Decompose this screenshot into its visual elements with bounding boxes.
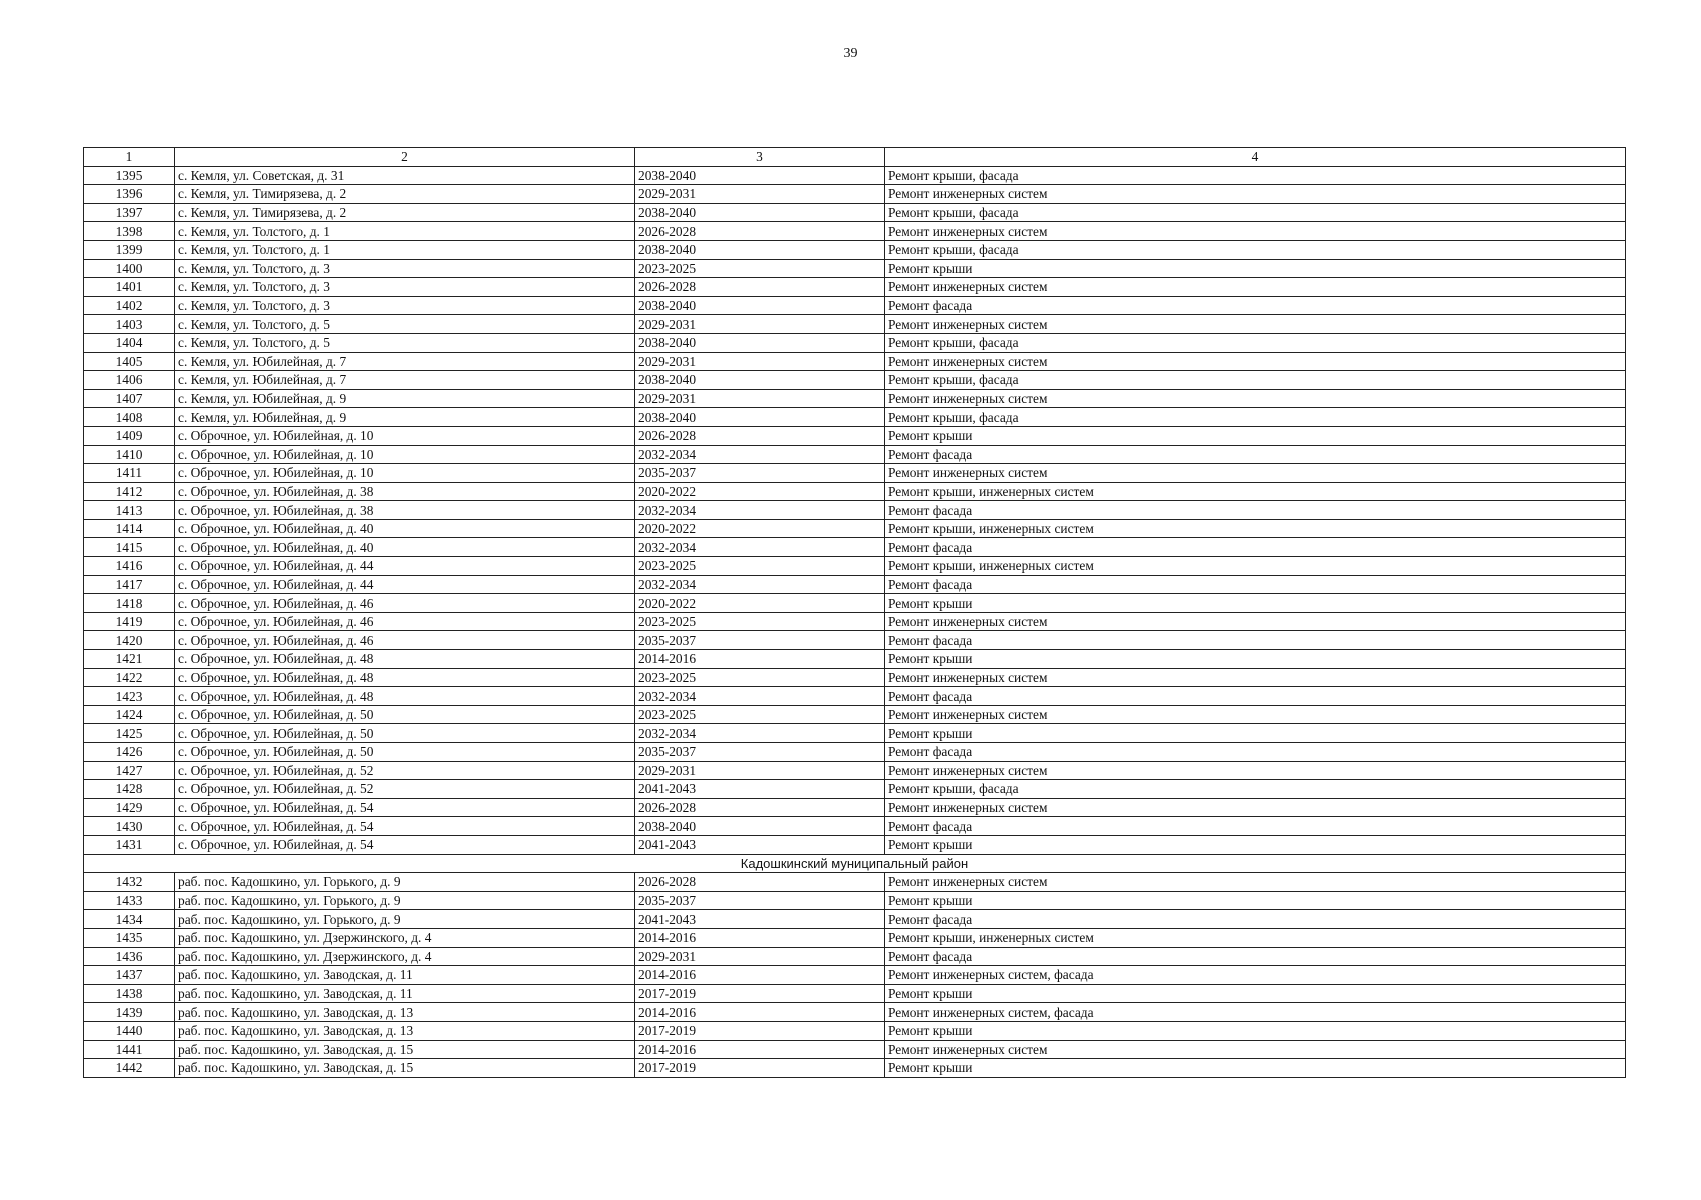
- row-number-cell: 1406: [84, 371, 175, 390]
- period-cell: 2017-2019: [635, 1021, 885, 1040]
- work-type-cell: Ремонт крыши, инженерных систем: [885, 557, 1626, 576]
- work-type-cell: Ремонт инженерных систем, фасада: [885, 966, 1626, 985]
- table-row: [84, 594, 1626, 613]
- work-type-cell: Ремонт инженерных систем: [885, 389, 1626, 408]
- work-type-cell: Ремонт инженерных систем: [885, 873, 1626, 892]
- table-row: [84, 315, 1626, 334]
- period-cell: 2038-2040: [635, 333, 885, 352]
- column-header-3: 3: [635, 148, 885, 167]
- work-type-cell: Ремонт крыши, фасада: [885, 780, 1626, 799]
- work-type-cell: Ремонт фасада: [885, 538, 1626, 557]
- address-cell: с. Оброчное, ул. Юбилейная, д. 48: [175, 668, 635, 687]
- row-number-cell: 1434: [84, 910, 175, 929]
- row-number-cell: 1402: [84, 296, 175, 315]
- row-number-cell: 1398: [84, 222, 175, 241]
- table-row: [84, 575, 1626, 594]
- row-number-cell: 1415: [84, 538, 175, 557]
- address-cell: раб. пос. Кадошкино, ул. Заводская, д. 11: [175, 984, 635, 1003]
- table-row: [84, 408, 1626, 427]
- row-number-cell: 1399: [84, 240, 175, 259]
- address-cell: раб. пос. Кадошкино, ул. Заводская, д. 13: [175, 1003, 635, 1022]
- table-row: [84, 873, 1626, 892]
- period-cell: 2035-2037: [635, 891, 885, 910]
- work-type-cell: Ремонт инженерных систем, фасада: [885, 1003, 1626, 1022]
- period-cell: 2014-2016: [635, 1040, 885, 1059]
- period-cell: 2029-2031: [635, 761, 885, 780]
- work-type-cell: Ремонт крыши: [885, 1059, 1626, 1078]
- work-type-cell: Ремонт крыши, фасада: [885, 166, 1626, 185]
- address-cell: с. Оброчное, ул. Юбилейная, д. 48: [175, 687, 635, 706]
- period-cell: 2023-2025: [635, 259, 885, 278]
- column-header-2: 2: [175, 148, 635, 167]
- work-type-cell: Ремонт инженерных систем: [885, 705, 1626, 724]
- table-row: [84, 780, 1626, 799]
- address-cell: с. Кемля, ул. Юбилейная, д. 7: [175, 352, 635, 371]
- table-row: [84, 1021, 1626, 1040]
- period-cell: 2041-2043: [635, 780, 885, 799]
- row-number-cell: 1437: [84, 966, 175, 985]
- address-cell: с. Кемля, ул. Толстого, д. 1: [175, 222, 635, 241]
- column-header-4: 4: [885, 148, 1626, 167]
- period-cell: 2041-2043: [635, 910, 885, 929]
- work-type-cell: Ремонт крыши: [885, 835, 1626, 854]
- row-number-cell: 1409: [84, 426, 175, 445]
- period-cell: 2014-2016: [635, 928, 885, 947]
- table-row: [84, 761, 1626, 780]
- period-cell: 2032-2034: [635, 445, 885, 464]
- address-cell: с. Оброчное, ул. Юбилейная, д. 40: [175, 519, 635, 538]
- table-row: [84, 278, 1626, 297]
- work-type-cell: Ремонт крыши: [885, 259, 1626, 278]
- table-row: [84, 538, 1626, 557]
- table-row: [84, 426, 1626, 445]
- table-row: [84, 947, 1626, 966]
- table-row: [84, 817, 1626, 836]
- work-type-cell: Ремонт крыши, фасада: [885, 333, 1626, 352]
- table-row: [84, 1040, 1626, 1059]
- table-row: [84, 668, 1626, 687]
- row-number-cell: 1431: [84, 835, 175, 854]
- address-cell: с. Кемля, ул. Юбилейная, д. 9: [175, 389, 635, 408]
- row-number-cell: 1424: [84, 705, 175, 724]
- address-cell: с. Кемля, ул. Тимирязева, д. 2: [175, 203, 635, 222]
- address-cell: с. Оброчное, ул. Юбилейная, д. 46: [175, 594, 635, 613]
- period-cell: 2014-2016: [635, 966, 885, 985]
- section-row: [84, 854, 1626, 873]
- period-cell: 2029-2031: [635, 352, 885, 371]
- work-type-cell: Ремонт фасада: [885, 687, 1626, 706]
- address-cell: раб. пос. Кадошкино, ул. Дзержинского, д. 4: [175, 928, 635, 947]
- row-number-cell: 1404: [84, 333, 175, 352]
- work-type-cell: Ремонт инженерных систем: [885, 464, 1626, 483]
- period-cell: 2020-2022: [635, 594, 885, 613]
- period-cell: 2038-2040: [635, 296, 885, 315]
- row-number-cell: 1421: [84, 650, 175, 669]
- row-number-cell: 1423: [84, 687, 175, 706]
- work-type-cell: Ремонт инженерных систем: [885, 278, 1626, 297]
- address-cell: с. Кемля, ул. Юбилейная, д. 7: [175, 371, 635, 390]
- period-cell: 2038-2040: [635, 408, 885, 427]
- address-cell: с. Оброчное, ул. Юбилейная, д. 50: [175, 705, 635, 724]
- table-row: [84, 687, 1626, 706]
- period-cell: 2032-2034: [635, 687, 885, 706]
- table-row: [84, 650, 1626, 669]
- work-type-cell: Ремонт крыши, инженерных систем: [885, 928, 1626, 947]
- row-number-cell: 1438: [84, 984, 175, 1003]
- work-type-cell: Ремонт крыши, инженерных систем: [885, 519, 1626, 538]
- work-type-cell: Ремонт фасада: [885, 501, 1626, 520]
- work-type-cell: Ремонт крыши, инженерных систем: [885, 482, 1626, 501]
- work-type-cell: Ремонт фасада: [885, 631, 1626, 650]
- work-type-cell: Ремонт инженерных систем: [885, 315, 1626, 334]
- table-row: [84, 724, 1626, 743]
- row-number-cell: 1429: [84, 798, 175, 817]
- address-cell: раб. пос. Кадошкино, ул. Заводская, д. 15: [175, 1059, 635, 1078]
- address-cell: раб. пос. Кадошкино, ул. Заводская, д. 11: [175, 966, 635, 985]
- period-cell: 2023-2025: [635, 705, 885, 724]
- address-cell: с. Кемля, ул. Толстого, д. 3: [175, 296, 635, 315]
- table-row: [84, 333, 1626, 352]
- work-type-cell: Ремонт инженерных систем: [885, 761, 1626, 780]
- row-number-cell: 1408: [84, 408, 175, 427]
- work-type-cell: Ремонт фасада: [885, 743, 1626, 762]
- row-number-cell: 1412: [84, 482, 175, 501]
- work-type-cell: Ремонт фасада: [885, 817, 1626, 836]
- address-cell: с. Оброчное, ул. Юбилейная, д. 52: [175, 780, 635, 799]
- period-cell: 2032-2034: [635, 501, 885, 520]
- table-row: [84, 185, 1626, 204]
- address-cell: с. Кемля, ул. Тимирязева, д. 2: [175, 185, 635, 204]
- address-cell: с. Оброчное, ул. Юбилейная, д. 10: [175, 464, 635, 483]
- period-cell: 2038-2040: [635, 371, 885, 390]
- table-body: [84, 166, 1626, 1077]
- table-row: [84, 891, 1626, 910]
- address-cell: с. Оброчное, ул. Юбилейная, д. 38: [175, 482, 635, 501]
- address-cell: с. Оброчное, ул. Юбилейная, д. 50: [175, 743, 635, 762]
- row-number-cell: 1401: [84, 278, 175, 297]
- work-type-cell: Ремонт крыши: [885, 426, 1626, 445]
- period-cell: 2029-2031: [635, 185, 885, 204]
- period-cell: 2041-2043: [635, 835, 885, 854]
- address-cell: с. Оброчное, ул. Юбилейная, д. 10: [175, 426, 635, 445]
- address-cell: с. Оброчное, ул. Юбилейная, д. 54: [175, 798, 635, 817]
- work-type-cell: Ремонт крыши: [885, 1021, 1626, 1040]
- period-cell: 2038-2040: [635, 817, 885, 836]
- row-number-cell: 1410: [84, 445, 175, 464]
- table-row: [84, 835, 1626, 854]
- work-type-cell: Ремонт фасада: [885, 947, 1626, 966]
- work-type-cell: Ремонт крыши: [885, 984, 1626, 1003]
- row-number-cell: 1419: [84, 612, 175, 631]
- table-row: [84, 352, 1626, 371]
- address-cell: раб. пос. Кадошкино, ул. Горького, д. 9: [175, 891, 635, 910]
- period-cell: 2029-2031: [635, 389, 885, 408]
- row-number-cell: 1442: [84, 1059, 175, 1078]
- table-row: [84, 557, 1626, 576]
- row-number-cell: 1433: [84, 891, 175, 910]
- work-type-cell: Ремонт крыши, фасада: [885, 203, 1626, 222]
- work-type-cell: Ремонт фасада: [885, 910, 1626, 929]
- row-number-cell: 1397: [84, 203, 175, 222]
- period-cell: 2020-2022: [635, 519, 885, 538]
- address-cell: с. Кемля, ул. Толстого, д. 3: [175, 259, 635, 278]
- address-cell: с. Кемля, ул. Толстого, д. 5: [175, 333, 635, 352]
- period-cell: 2023-2025: [635, 612, 885, 631]
- address-cell: с. Оброчное, ул. Юбилейная, д. 46: [175, 631, 635, 650]
- table-row: [84, 445, 1626, 464]
- row-number-cell: 1432: [84, 873, 175, 892]
- period-cell: 2020-2022: [635, 482, 885, 501]
- period-cell: 2023-2025: [635, 557, 885, 576]
- table-row: [84, 798, 1626, 817]
- row-number-cell: 1427: [84, 761, 175, 780]
- period-cell: 2029-2031: [635, 315, 885, 334]
- row-number-cell: 1436: [84, 947, 175, 966]
- row-number-cell: 1405: [84, 352, 175, 371]
- address-cell: с. Оброчное, ул. Юбилейная, д. 54: [175, 835, 635, 854]
- table-row: [84, 928, 1626, 947]
- work-type-cell: Ремонт фасада: [885, 575, 1626, 594]
- address-cell: с. Оброчное, ул. Юбилейная, д. 40: [175, 538, 635, 557]
- period-cell: 2035-2037: [635, 631, 885, 650]
- work-type-cell: Ремонт инженерных систем: [885, 352, 1626, 371]
- period-cell: 2035-2037: [635, 464, 885, 483]
- address-cell: с. Оброчное, ул. Юбилейная, д. 54: [175, 817, 635, 836]
- address-cell: с. Оброчное, ул. Юбилейная, д. 48: [175, 650, 635, 669]
- table-row: [84, 222, 1626, 241]
- period-cell: 2026-2028: [635, 873, 885, 892]
- row-number-cell: 1416: [84, 557, 175, 576]
- table-row: [84, 240, 1626, 259]
- table-row: [84, 1059, 1626, 1078]
- period-cell: 2029-2031: [635, 947, 885, 966]
- period-cell: 2014-2016: [635, 650, 885, 669]
- work-type-cell: Ремонт инженерных систем: [885, 612, 1626, 631]
- address-cell: с. Оброчное, ул. Юбилейная, д. 50: [175, 724, 635, 743]
- work-type-cell: Ремонт инженерных систем: [885, 798, 1626, 817]
- column-header-1: 1: [84, 148, 175, 167]
- address-cell: с. Оброчное, ул. Юбилейная, д. 44: [175, 575, 635, 594]
- table-row: [84, 631, 1626, 650]
- address-cell: с. Оброчное, ул. Юбилейная, д. 46: [175, 612, 635, 631]
- period-cell: 2026-2028: [635, 426, 885, 445]
- row-number-cell: 1439: [84, 1003, 175, 1022]
- row-number-cell: 1400: [84, 259, 175, 278]
- address-cell: с. Кемля, ул. Юбилейная, д. 9: [175, 408, 635, 427]
- row-number-cell: 1441: [84, 1040, 175, 1059]
- row-number-cell: 1413: [84, 501, 175, 520]
- work-type-cell: Ремонт инженерных систем: [885, 668, 1626, 687]
- address-cell: раб. пос. Кадошкино, ул. Горького, д. 9: [175, 873, 635, 892]
- address-cell: раб. пос. Кадошкино, ул. Дзержинского, д. 4: [175, 947, 635, 966]
- table-row: [84, 1003, 1626, 1022]
- address-cell: с. Кемля, ул. Толстого, д. 1: [175, 240, 635, 259]
- table-row: [84, 166, 1626, 185]
- table-row: [84, 743, 1626, 762]
- period-cell: 2014-2016: [635, 1003, 885, 1022]
- table-row: [84, 203, 1626, 222]
- table-row: [84, 296, 1626, 315]
- row-number-cell: 1411: [84, 464, 175, 483]
- period-cell: 2026-2028: [635, 798, 885, 817]
- table-row: [84, 482, 1626, 501]
- period-cell: 2023-2025: [635, 668, 885, 687]
- table-row: [84, 371, 1626, 390]
- address-cell: раб. пос. Кадошкино, ул. Горького, д. 9: [175, 910, 635, 929]
- row-number-cell: 1417: [84, 575, 175, 594]
- work-type-cell: Ремонт фасада: [885, 296, 1626, 315]
- address-cell: раб. пос. Кадошкино, ул. Заводская, д. 13: [175, 1021, 635, 1040]
- row-number-cell: 1407: [84, 389, 175, 408]
- table-row: [84, 910, 1626, 929]
- work-type-cell: Ремонт инженерных систем: [885, 222, 1626, 241]
- period-cell: 2038-2040: [635, 203, 885, 222]
- work-type-cell: Ремонт крыши: [885, 594, 1626, 613]
- address-cell: с. Кемля, ул. Толстого, д. 5: [175, 315, 635, 334]
- work-type-cell: Ремонт крыши, фасада: [885, 408, 1626, 427]
- address-cell: с. Оброчное, ул. Юбилейная, д. 44: [175, 557, 635, 576]
- row-number-cell: 1420: [84, 631, 175, 650]
- period-cell: 2032-2034: [635, 724, 885, 743]
- row-number-cell: 1403: [84, 315, 175, 334]
- row-number-cell: 1435: [84, 928, 175, 947]
- period-cell: 2038-2040: [635, 166, 885, 185]
- work-type-cell: Ремонт крыши, фасада: [885, 371, 1626, 390]
- work-type-cell: Ремонт фасада: [885, 445, 1626, 464]
- period-cell: 2038-2040: [635, 240, 885, 259]
- section-title: Кадошкинский муниципальный район: [84, 854, 1626, 873]
- period-cell: 2026-2028: [635, 278, 885, 297]
- table-header-row: [84, 148, 1626, 167]
- work-type-cell: Ремонт инженерных систем: [885, 185, 1626, 204]
- row-number-cell: 1425: [84, 724, 175, 743]
- table-row: [84, 464, 1626, 483]
- address-cell: с. Кемля, ул. Советская, д. 31: [175, 166, 635, 185]
- table-row: [84, 984, 1626, 1003]
- page-number: 39: [843, 46, 858, 61]
- row-number-cell: 1396: [84, 185, 175, 204]
- address-cell: раб. пос. Кадошкино, ул. Заводская, д. 15: [175, 1040, 635, 1059]
- work-type-cell: Ремонт крыши: [885, 724, 1626, 743]
- row-number-cell: 1426: [84, 743, 175, 762]
- table-row: [84, 705, 1626, 724]
- row-number-cell: 1414: [84, 519, 175, 538]
- period-cell: 2026-2028: [635, 222, 885, 241]
- row-number-cell: 1422: [84, 668, 175, 687]
- table-row: [84, 259, 1626, 278]
- work-type-cell: Ремонт крыши: [885, 891, 1626, 910]
- period-cell: 2017-2019: [635, 1059, 885, 1078]
- row-number-cell: 1418: [84, 594, 175, 613]
- period-cell: 2035-2037: [635, 743, 885, 762]
- period-cell: 2032-2034: [635, 538, 885, 557]
- period-cell: 2017-2019: [635, 984, 885, 1003]
- table-row: [84, 966, 1626, 985]
- address-cell: с. Оброчное, ул. Юбилейная, д. 38: [175, 501, 635, 520]
- table-row: [84, 389, 1626, 408]
- table-row: [84, 519, 1626, 538]
- row-number-cell: 1440: [84, 1021, 175, 1040]
- address-cell: с. Оброчное, ул. Юбилейная, д. 10: [175, 445, 635, 464]
- address-cell: с. Кемля, ул. Толстого, д. 3: [175, 278, 635, 297]
- row-number-cell: 1430: [84, 817, 175, 836]
- work-type-cell: Ремонт крыши: [885, 650, 1626, 669]
- period-cell: 2032-2034: [635, 575, 885, 594]
- row-number-cell: 1428: [84, 780, 175, 799]
- row-number-cell: 1395: [84, 166, 175, 185]
- work-type-cell: Ремонт инженерных систем: [885, 1040, 1626, 1059]
- table-row: [84, 612, 1626, 631]
- table-row: [84, 501, 1626, 520]
- repair-schedule-table: [83, 147, 1626, 1078]
- address-cell: с. Оброчное, ул. Юбилейная, д. 52: [175, 761, 635, 780]
- work-type-cell: Ремонт крыши, фасада: [885, 240, 1626, 259]
